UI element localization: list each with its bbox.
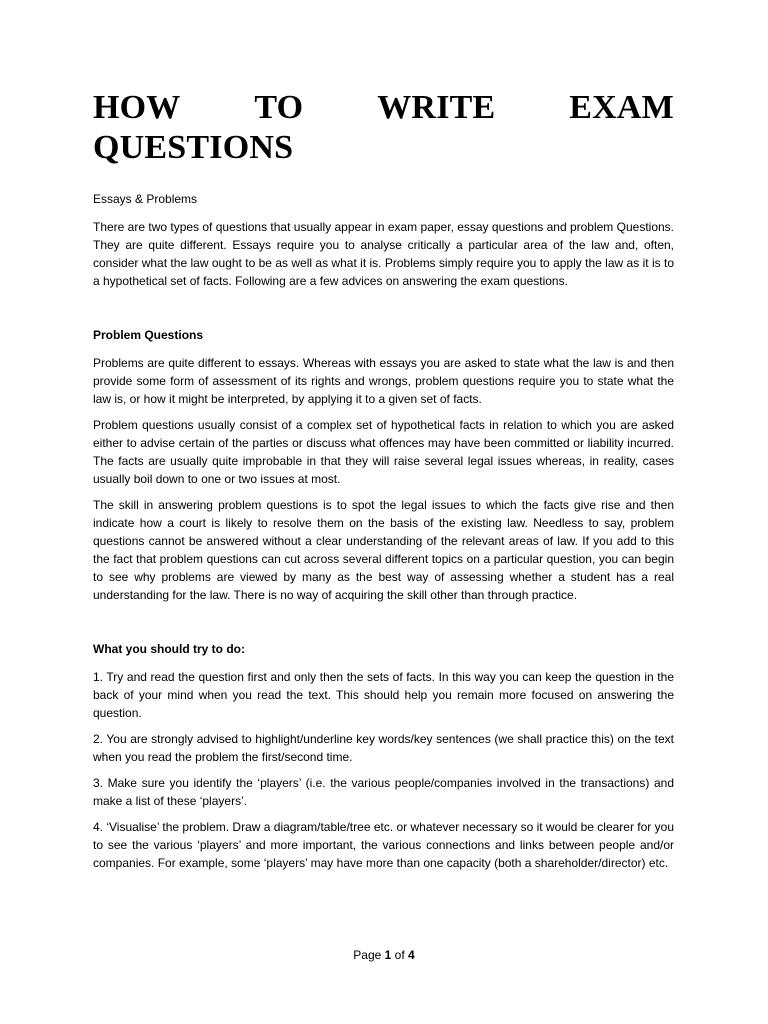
todo-item-1: 1. Try and read the question first and only then the sets of facts. In this way you can keep the question in the back of your mind when you read the text. This should help you remain more focused on answering the question.: [93, 670, 674, 720]
of-word: of: [394, 948, 405, 962]
problem-paragraph-3: The skill in answering problem questions is to spot the legal issues to which the facts give rise and then indicate how a court is likely to resolve them on the basis of the existing law. Needless to say, problem questions cannot be answered without a clear understanding of the relevant areas of law. If you add to this the fact that problem questions can cut across several different topics on a particular question, you can begin to see why problems are viewed by many as the best way of assessing whether a student has a real understanding for the law. There is no way of acquiring the skill other than through practice.: [93, 498, 674, 602]
todo-item-2: 2. You are strongly advised to highlight/underline key words/key sentences (we shall practice this) on the text when you read the problem the first/second time.: [93, 732, 674, 764]
page-footer: [0, 948, 768, 962]
title-word: EXAM: [569, 89, 674, 126]
title-word: HOW: [93, 89, 181, 126]
title-line-2: QUESTIONS: [93, 129, 294, 166]
title-word: WRITE: [377, 89, 496, 126]
title-line-1: [93, 88, 674, 128]
problem-paragraph-1: Problems are quite different to essays. Whereas with essays you are asked to state what the law is and then provide some form of assessment of its rights and wrongs, problem questions require you to state what the law is, or how it might be interpreted, by applying it to a given set of facts.: [93, 356, 674, 406]
page-word: Page: [353, 948, 382, 962]
problem-paragraph-2: Problem questions usually consist of a complex set of hypothetical facts in relation to which you are asked either to advise certain of the parties or discuss what offences may have been committed or liability incurred. The facts are usually quite improbable in that they will raise several legal issues whereas, in reality, cases usually boil down to one or two issues at most.: [93, 418, 674, 486]
document-page: [93, 88, 674, 872]
essays-paragraph: There are two types of questions that usually appear in exam paper, essay questions and problem Questions. They are quite different. Essays require you to analyse critically a particular area of the law and, often, consider what the law ought to be as well as what it is. Problems simply require you to apply the law as it is to a hypothetical set of facts. Following are a few advices on answering the exam questions.: [93, 220, 675, 288]
what-to-do-heading: What you should try to do:: [93, 642, 245, 656]
problem-questions-heading: Problem Questions: [93, 328, 204, 342]
title-word: TO: [254, 89, 304, 126]
todo-item-4: 4. ‘Visualise’ the problem. Draw a diagram/table/tree etc. or whatever necessary so it would be clearer for you to see the various ‘players’ and more important, the various connections and links between people and/or companies. For example, some ‘players’ may have more than one capacity (both a shareholder/director) etc.: [93, 820, 674, 870]
essays-heading: Essays & Problems: [93, 192, 198, 206]
document-title: [93, 88, 674, 168]
current-page-number: 1: [384, 948, 392, 962]
todo-item-3: 3. Make sure you identify the ‘players’ (i.e. the various people/companies involved in the transactions) and make a list of these ‘players’.: [93, 776, 674, 808]
total-pages-number: 4: [408, 948, 415, 962]
